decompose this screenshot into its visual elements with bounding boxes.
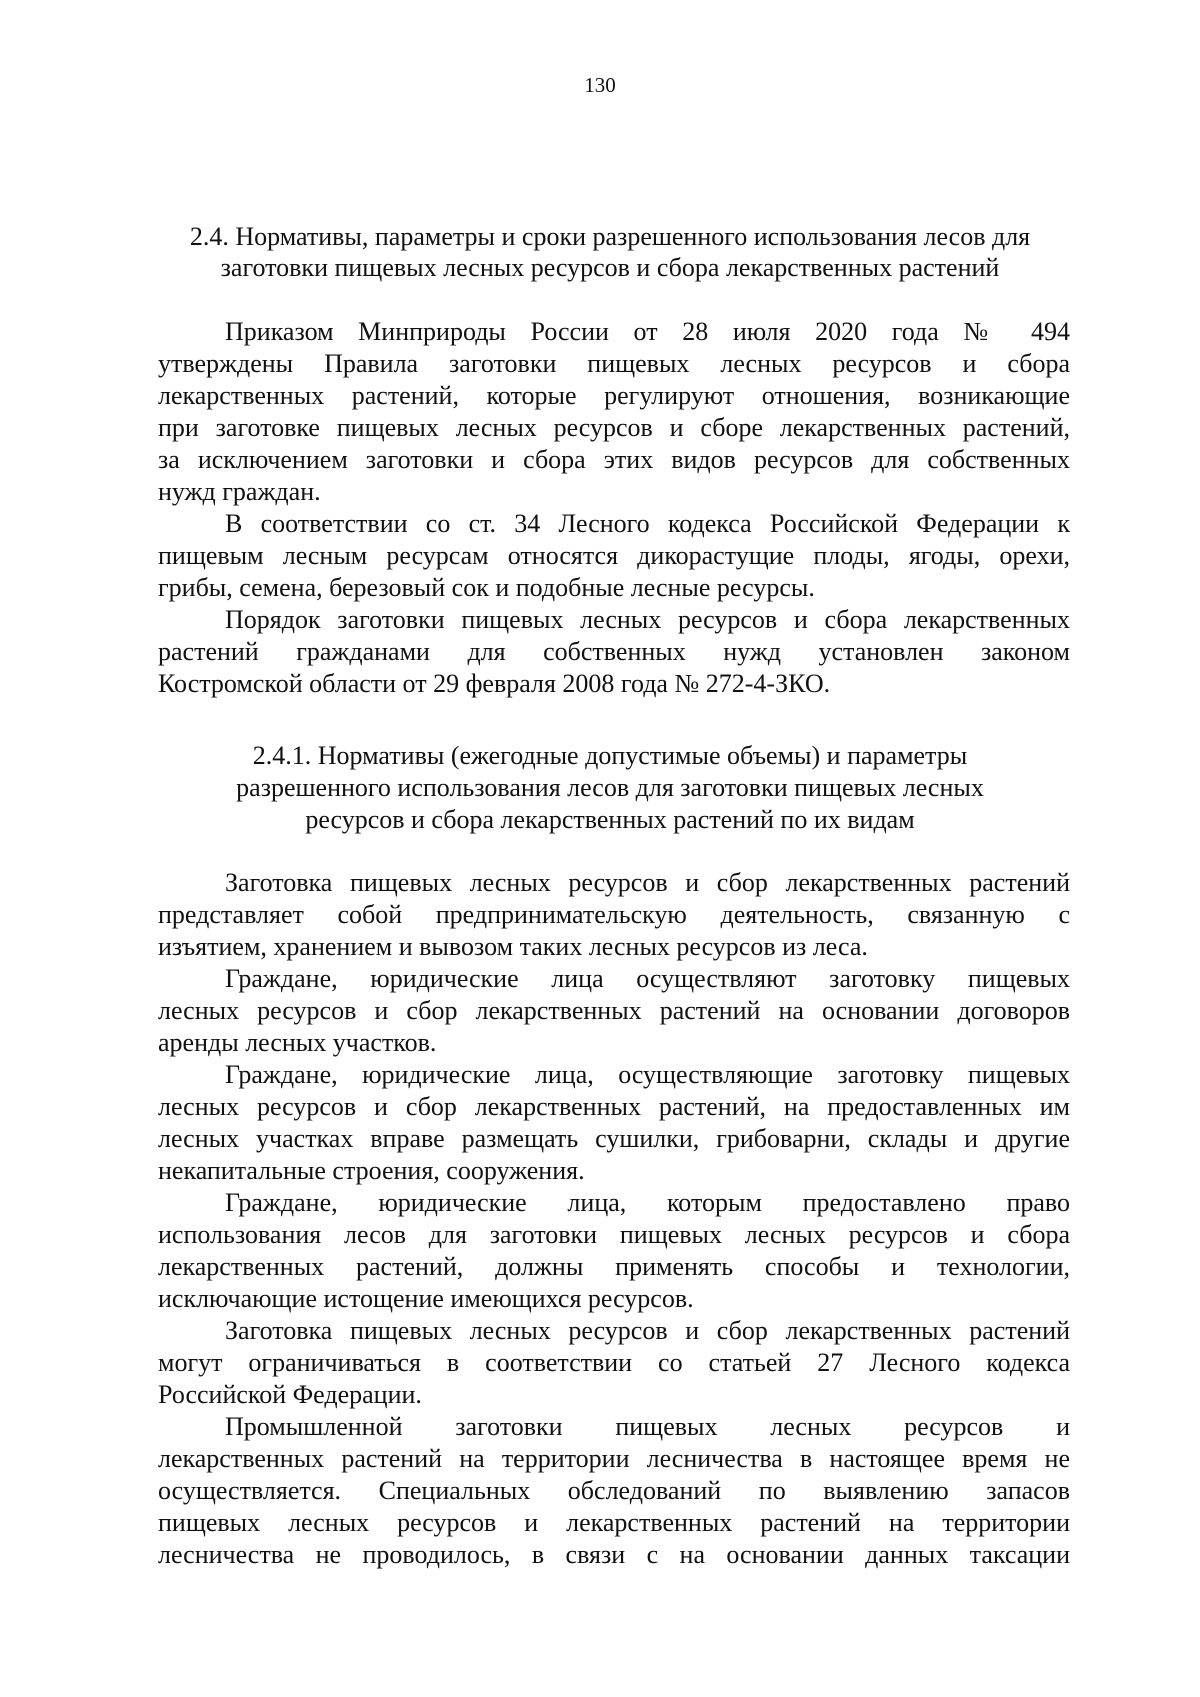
text-line: некапитальные строения, сооружения. <box>158 1156 585 1185</box>
text-line: лекарственных растений на территории лесничества в настоящее время не <box>158 1444 1070 1473</box>
text-line: Порядок заготовки пищевых лесных ресурсов и сбора лекарственных <box>225 605 1070 634</box>
text-line: Граждане, юридические лица осуществляют заготовку пищевых <box>225 964 1070 993</box>
text-line: изъятием, хранением и вывозом таких лесных ресурсов из леса. <box>158 932 868 961</box>
paragraph <box>158 1187 1070 1315</box>
text-line: за исключением заготовки и сбора этих видов ресурсов для собственных <box>158 445 1070 474</box>
paragraph <box>158 508 1070 604</box>
section-2-4-body <box>158 316 1070 700</box>
text-line: грибы, семена, березовый сок и подобные лесные ресурсы. <box>158 573 815 602</box>
text-line: лесничества не проводилось, в связи с на основании данных таксации <box>158 1540 1070 1569</box>
text-line: Заготовка пищевых лесных ресурсов и сбор лекарственных растений <box>225 868 1070 897</box>
heading-line: заготовки пищевых лесных ресурсов и сбора лекарственных растений <box>220 253 1000 282</box>
paragraph <box>158 867 1070 963</box>
page-number: 130 <box>584 73 616 97</box>
text-line: Граждане, юридические лица, которым предоставлено право <box>225 1188 1070 1217</box>
text-line: нужд граждан. <box>158 477 321 506</box>
paragraph <box>158 604 1070 700</box>
text-line: лесных участках вправе размещать сушилки, грибоварни, склады и другие <box>158 1124 1070 1153</box>
text-line: Российской Федерации. <box>158 1380 422 1409</box>
text-line: аренды лесных участков. <box>158 1028 437 1057</box>
text-line: Граждане, юридические лица, осуществляющие заготовку пищевых <box>225 1060 1070 1089</box>
text-line: растений гражданами для собственных нужд установлен законом <box>158 637 1070 666</box>
text-line: лекарственных растений, которые регулируют отношения, возникающие <box>158 381 1070 410</box>
paragraph <box>158 963 1070 1059</box>
text-line: пищевых лесных ресурсов и лекарственных растений на территории <box>158 1508 1070 1537</box>
section-heading-2-4-1 <box>150 740 1070 836</box>
text-line: Промышленной заготовки пищевых лесных ресурсов и <box>225 1412 1070 1441</box>
text-line: В соответствии со ст. 34 Лесного кодекса Российской Федерации к <box>225 509 1070 538</box>
text-line: использования лесов для заготовки пищевых лесных ресурсов и сбора <box>158 1220 1070 1249</box>
text-line: могут ограничиваться в соответствии со статьей 27 Лесного кодекса <box>158 1348 1070 1377</box>
text-line: осуществляется. Специальных обследований по выявлению запасов <box>158 1476 1070 1505</box>
text-line: Приказом Минприроды России от 28 июля 2020 года № 494 <box>225 317 1070 346</box>
heading-line: ресурсов и сбора лекарственных растений по их видам <box>305 805 915 834</box>
section-2-4-1-body <box>158 867 1070 1571</box>
heading-line: 2.4.1. Нормативы (ежегодные допустимые объемы) и параметры <box>252 741 968 770</box>
paragraph <box>158 1059 1070 1187</box>
paragraph <box>158 1315 1070 1411</box>
text-line: при заготовке пищевых лесных ресурсов и сборе лекарственных растений, <box>158 413 1070 442</box>
text-line: исключающие истощение имеющихся ресурсов. <box>158 1284 694 1313</box>
text-line: утверждены Правила заготовки пищевых лесных ресурсов и сбора <box>158 349 1070 378</box>
paragraph <box>158 1411 1070 1571</box>
text-line: лекарственных растений, должны применять способы и технологии, <box>158 1252 1070 1281</box>
text-line: пищевым лесным ресурсам относятся дикорастущие плоды, ягоды, орехи, <box>158 541 1070 570</box>
section-heading-2-4 <box>150 221 1070 283</box>
text-line: Заготовка пищевых лесных ресурсов и сбор лекарственных растений <box>225 1316 1070 1345</box>
paragraph <box>158 316 1070 508</box>
text-line: представляет собой предпринимательскую деятельность, связанную с <box>158 900 1070 929</box>
text-line: Костромской области от 29 февраля 2008 года № 272-4-ЗКО. <box>158 669 831 698</box>
heading-line: 2.4. Нормативы, параметры и сроки разрешенного использования лесов для <box>189 222 1031 251</box>
text-line: лесных ресурсов и сбор лекарственных растений на основании договоров <box>158 996 1070 1025</box>
heading-line: разрешенного использования лесов для заготовки пищевых лесных <box>236 773 984 802</box>
text-line: лесных ресурсов и сбор лекарственных растений, на предоставленных им <box>158 1092 1070 1121</box>
